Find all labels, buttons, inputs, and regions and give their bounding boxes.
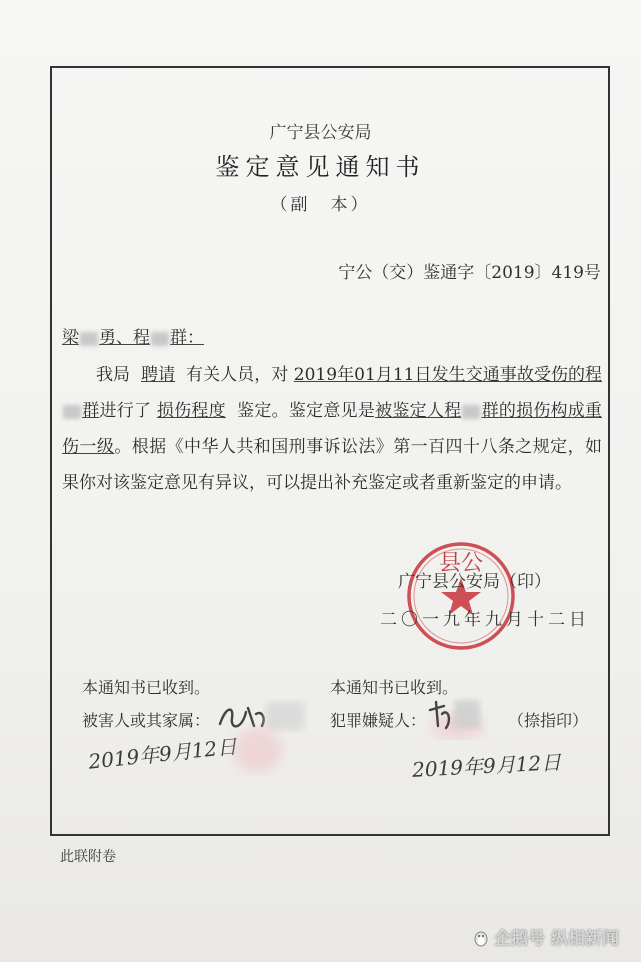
notice-paragraph <box>62 357 602 501</box>
suspect-receipt-confirmation: 本通知书已收到。 <box>330 678 459 697</box>
body-text: 鉴定。鉴定意见是 <box>237 401 376 421</box>
issuing-agency: 广宁县公安局 <box>269 123 372 143</box>
signing-date: 二〇一九年九月十二日 <box>380 610 590 630</box>
addressee-name-1-last: 勇、 <box>99 328 133 348</box>
fingerprint-note: （捺指印） <box>508 711 589 730</box>
signing-organization: 广宁县公安局（印） <box>398 572 551 592</box>
suspect-receipt-label: 犯罪嫌疑人： <box>330 711 427 730</box>
body-text: 我局 <box>96 365 131 385</box>
body-text: 有关人员，对 <box>186 365 289 385</box>
body-text: 发生交通事故受伤的程 <box>431 365 603 385</box>
body-text: 。根据《中华人共和国刑事诉讼法》第一百四十八条之规定，如果你对该鉴定意见有异议，可以提出补充鉴定或者重新鉴定的申请。 <box>62 437 603 493</box>
appraisal-item-field: 损伤程度 <box>156 401 226 421</box>
footer-note: 此联附卷 <box>60 849 116 865</box>
fingerprint-smudge <box>228 722 288 778</box>
watermark <box>472 924 619 949</box>
penguin-icon <box>472 929 490 947</box>
finding-field: 群的损伤构成重伤一级 <box>62 401 603 457</box>
finding-field: 被鉴定人程 <box>375 401 462 421</box>
addressee <box>62 323 204 348</box>
copy-label: （副 本） <box>270 195 371 215</box>
hired-field: 聘请 <box>141 365 176 385</box>
incident-date-field: 2019年01月11日 <box>293 365 432 385</box>
notice-body <box>62 357 602 501</box>
victim-receipt-confirmation: 本通知书已收到。 <box>82 678 211 697</box>
body-text: 进行了 <box>99 401 152 421</box>
official-seal <box>405 540 517 652</box>
suspect-receipt-date: 2019年9月12日 <box>411 750 562 782</box>
suspect-signature <box>424 696 488 740</box>
redaction-blur <box>80 332 98 346</box>
redaction-blur <box>462 405 480 419</box>
document-number: 宁公（交）鉴通字〔2019〕419号 <box>338 263 601 283</box>
redaction-blur <box>151 332 169 346</box>
body-text: 群 <box>82 401 100 421</box>
addressee-name-1-first: 梁 <box>62 328 79 348</box>
addressee-name-2-last: 群： <box>170 328 204 348</box>
watermark-text: 企鹅号 纵相新闻 <box>494 929 619 949</box>
victim-receipt-date: 2019年9月12日 <box>87 734 239 774</box>
redaction-blur <box>63 405 81 419</box>
seal-text: 县公 <box>438 551 484 576</box>
document-title: 鉴定意见通知书 <box>215 153 426 181</box>
addressee-name-2-first: 程 <box>133 328 150 348</box>
victim-receipt-label: 被害人或其家属： <box>82 711 211 730</box>
